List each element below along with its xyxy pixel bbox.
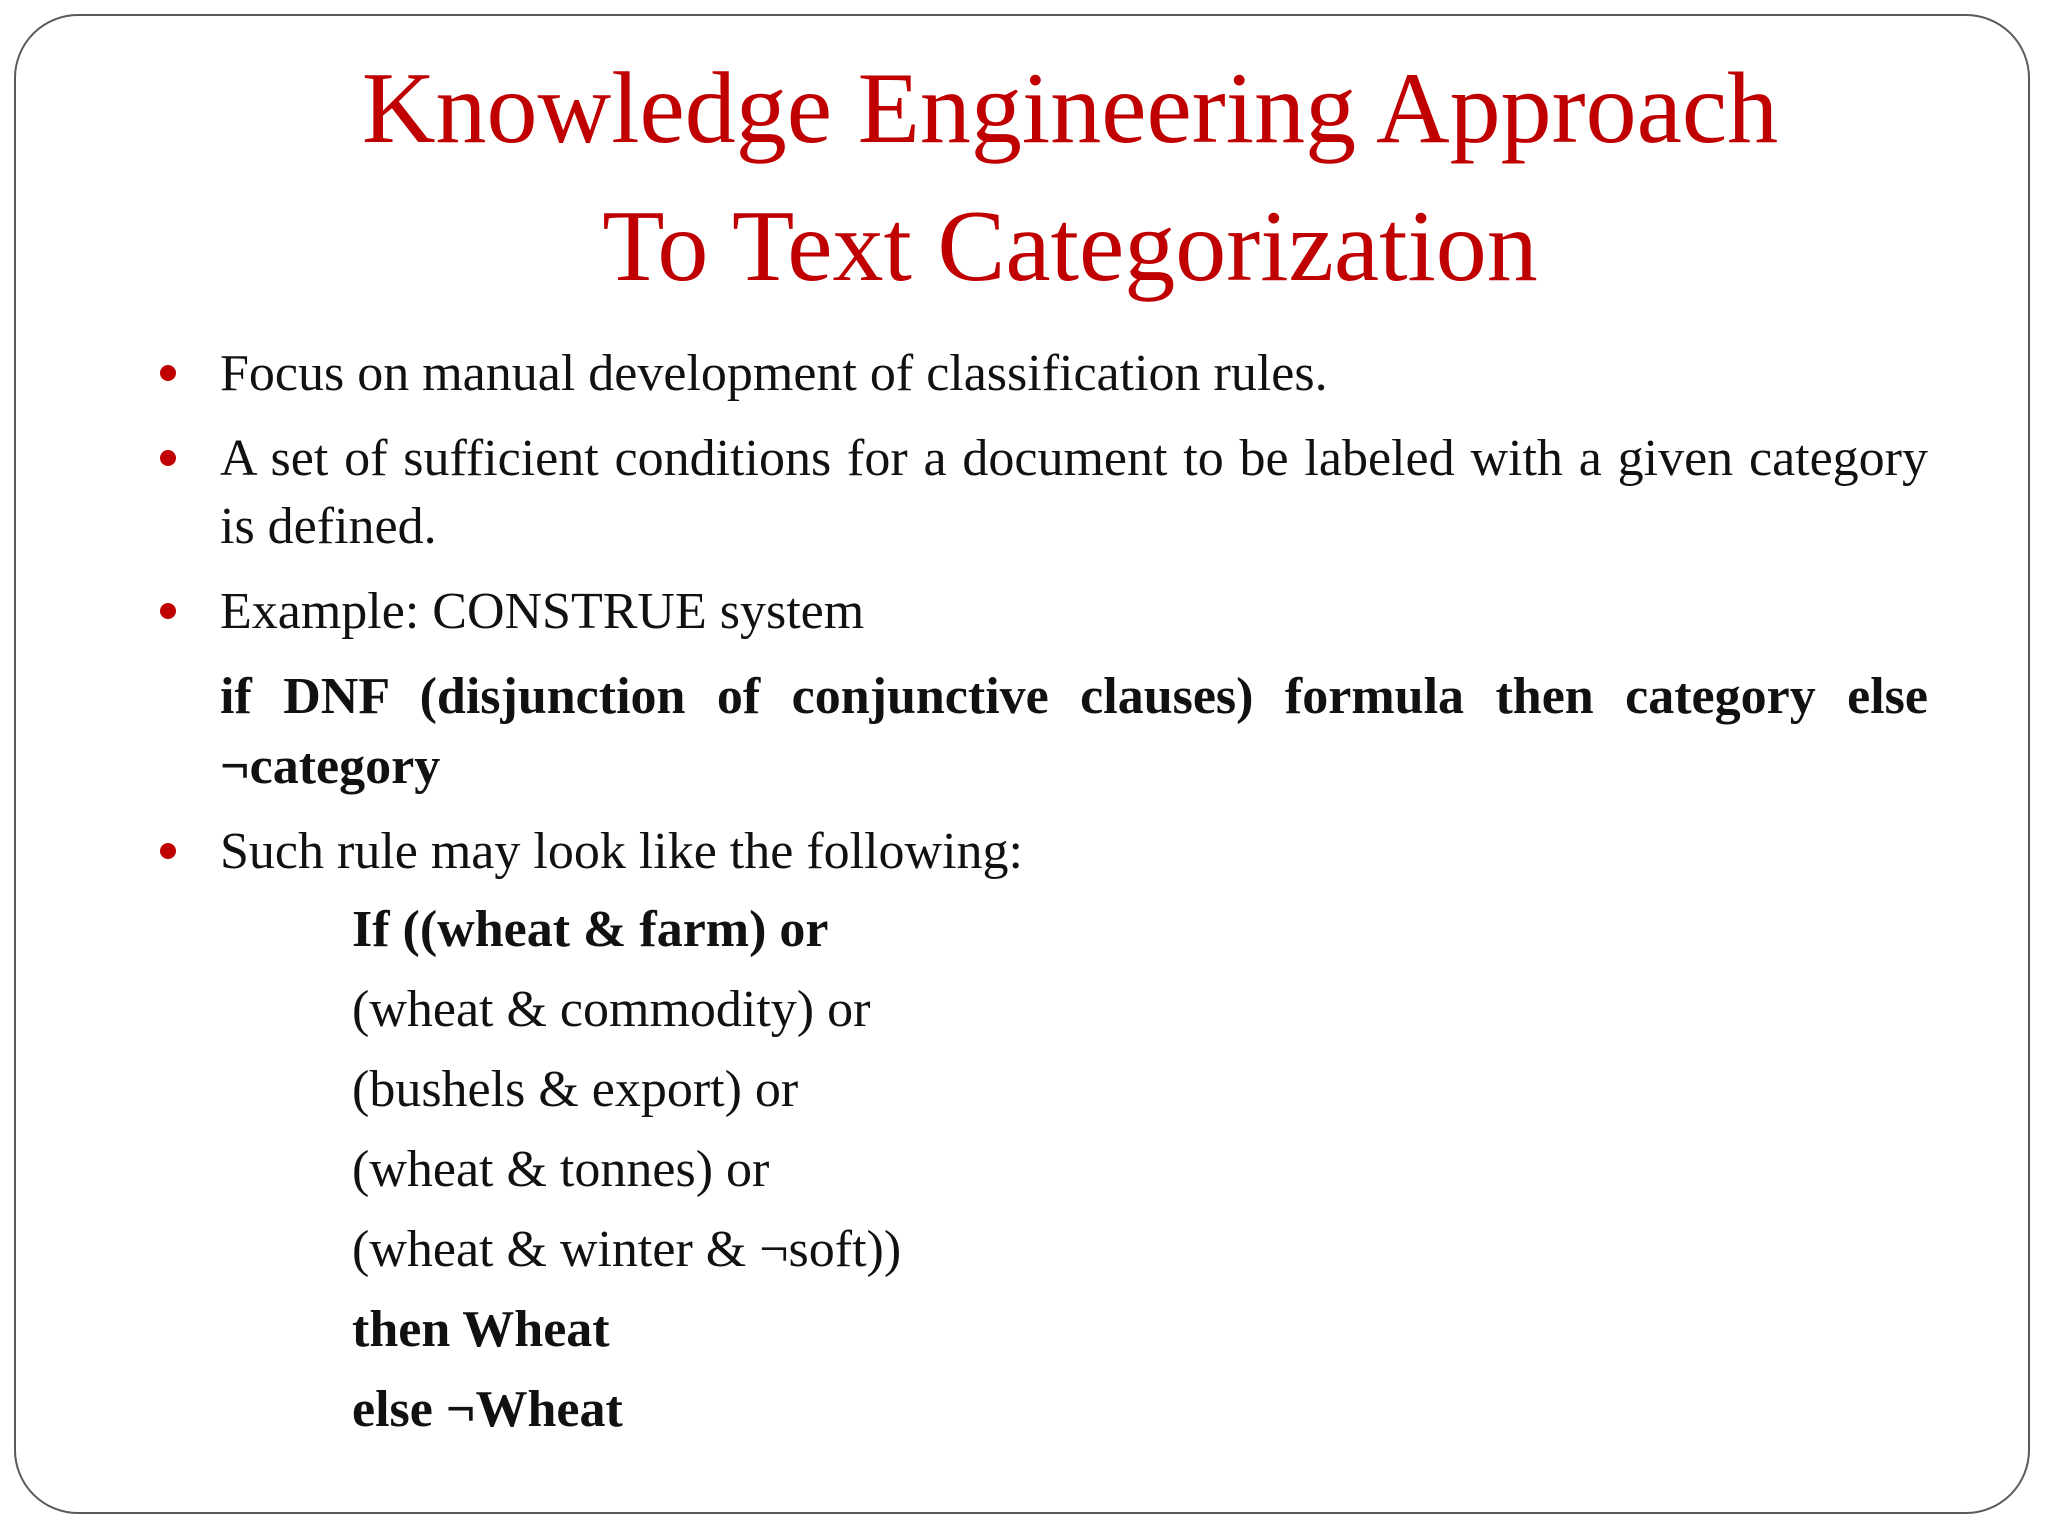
dnf-statement: if DNF (disjunction of conjunctive clauses) formula then category else ¬category xyxy=(220,668,1928,795)
rule-line: (bushels & export) or xyxy=(352,1061,799,1118)
bullet-text: A set of sufficient conditions for a document to be labeled with a given category is defined. xyxy=(220,430,1928,555)
rule-line: (wheat & commodity) or xyxy=(352,981,871,1038)
bullet-text: Focus on manual development of classification rules. xyxy=(220,345,1328,402)
bullet-dot-icon xyxy=(160,603,176,619)
bullet-dot-icon xyxy=(160,843,176,859)
bullet-item xyxy=(220,818,1928,886)
rule-line: then Wheat xyxy=(352,1301,610,1358)
slide-title-line-2: To Text Categorization xyxy=(602,190,1538,303)
bullet-dot-icon xyxy=(160,365,176,381)
slide-title-line-1: Knowledge Engineering Approach xyxy=(361,52,1779,165)
bullet-dot-icon xyxy=(160,450,176,466)
bullet-item xyxy=(220,340,1928,408)
rule-line: If ((wheat & farm) or xyxy=(352,901,829,958)
bullet-text: Example: CONSTRUE system xyxy=(220,583,865,640)
rule-line: else ¬Wheat xyxy=(352,1381,623,1438)
bullet-item xyxy=(220,425,1928,561)
rule-line: (wheat & tonnes) or xyxy=(352,1141,770,1198)
bullet-item xyxy=(220,578,1928,646)
rule-line: (wheat & winter & ¬soft)) xyxy=(352,1221,902,1278)
bullet-text: Such rule may look like the following: xyxy=(220,823,1023,880)
